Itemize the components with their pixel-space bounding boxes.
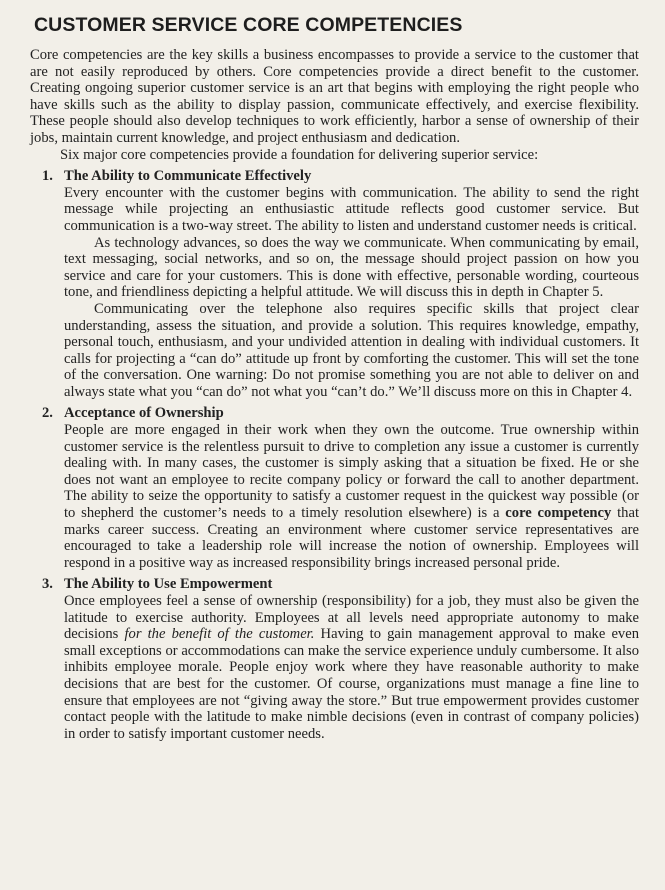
text-run: that marks career success. Creating an environment where customer service representatives are encouraged to take a leadership role will increase the notion of ownership. Employees will respond in a positive way as increased responsibility brings increased personal pride.	[64, 505, 639, 571]
section-number: 3.	[42, 576, 53, 593]
bold-term: core competency	[505, 505, 612, 522]
section-heading: Acceptance of Ownership	[64, 405, 224, 422]
section-heading: The Ability to Communicate Effectively	[64, 168, 312, 185]
section-paragraph: As technology advances, so does the way we communicate. When communicating by email, text messaging, social networks, and so on, the message should project passion on how you service and care for your customers. This is done with effective, personable wording, courteous tone, and friendliness depicting a helpful attitude. We will discuss this in depth in Chapter 5.	[64, 234, 639, 301]
text-run: Once employees feel a sense of ownership (responsibility) for a job, they must also be given the latitude to exercise authority. Employees at all levels need appropriate autonomy to make decisions	[64, 593, 639, 643]
section-paragraph: Communicating over the telephone also requires specific skills that project clear understanding, assess the situation, and provide a solution. This requires knowledge, empathy, personal touch, enthusiasm, and your undivided attention in dealing with individual customers. It calls for projecting a “can do” attitude up front by comforting the customer. This will set the tone of the conversation. One warning: Do not promise something you are not able to deliver on and always state what you “can do” not what you “can’t do.” We’ll discuss more on this in Chapter 4.	[64, 300, 639, 400]
section-communicate	[30, 168, 639, 400]
intro-paragraph: Core competencies are the key skills a business encompasses to provide a service to the customer that are not easily reproduced by others. Core competencies provide a direct benefit to the customer. Creating ongoing superior customer service is an art that begins with employing the right people who have skills such as the ability to display passion, communicate effectively, and exercise flexibility. These people should also develop techniques to work efficiently, harbor a sense of ownership of their jobs, maintain current knowledge, and project enthusiasm and dedication.	[30, 47, 639, 146]
section-paragraph	[64, 593, 639, 742]
intro	[30, 47, 639, 163]
section-paragraph	[64, 422, 639, 571]
section-ownership	[30, 405, 639, 571]
section-heading: The Ability to Use Empowerment	[64, 576, 273, 593]
intro-lead-in: Six major core competencies provide a foundation for delivering superior service:	[60, 146, 539, 163]
italic-phrase: for the benefit of the customer.	[124, 626, 315, 643]
section-paragraph: Every encounter with the customer begins with communication. The ability to send the right message while projecting an enthusiastic attitude reflects good customer service. But communication is a two-way street. The ability to listen and understand customer needs is critical.	[64, 184, 639, 234]
text-run: People are more engaged in their work when they own the outcome. True ownership within customer service is the relentless pursuit to drive to completion any issue a customer is currently dealing with. In many cases, the customer is simply asking that a situation be fixed. He or she does not want an employee to recite company policy or forward the call to another department. The ability to seize the opportunity to satisfy a customer request in the quickest way possible (or to shepherd the customer’s needs to a timely resolution elsewhere) is a	[64, 422, 639, 522]
text-run: Having to gain management approval to make even small exceptions or accommodations can make the service experience unduly cumbersome. It also inhibits employee morale. People enjoy work where they have reasonable authority to make decisions that are best for the customer. Of course, organizations must manage a fine line to ensure that employees are not “giving away the store.” But true empowerment provides customer contact people with the latitude to make nimble decisions (even in contrast of company policies) in order to satisfy important customer needs.	[64, 626, 640, 742]
section-number: 1.	[42, 168, 53, 185]
section-empowerment	[30, 576, 639, 742]
section-number: 2.	[42, 405, 53, 422]
page-title: CUSTOMER SERVICE CORE COMPETENCIES	[34, 14, 463, 36]
